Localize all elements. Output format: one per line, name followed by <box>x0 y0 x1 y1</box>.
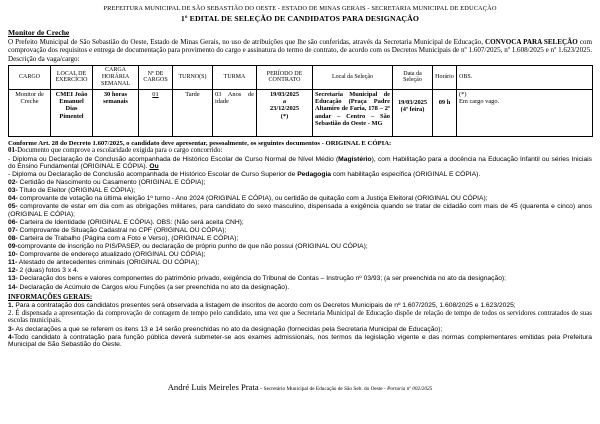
header-carga-horaria: CARGA HORÁRIA SEMANAL <box>93 66 139 90</box>
text-segment: Todo candidato à contratação para função pública deverá submeter-se aos exames admissionais, nos termos da legislação vigente e das normas complementares emitidas pela Prefeitura Municipal de São Sebastião do Oeste. <box>8 333 592 349</box>
text-segment: com habilitação específica (ORIGINAL E CÓPIA). <box>331 171 481 179</box>
text-segment: 4- <box>8 333 14 341</box>
general-info-item <box>8 326 592 334</box>
signature-separator: - <box>258 385 264 392</box>
text-segment: - Diploma ou Declaração de Conclusão acompanhada de Histórico Escolar de Curso Superior de <box>8 171 298 179</box>
text-segment: comprovante de inscrição no PIS/PASEP, ou declaração de próprio punho de que não possui (ORIGINAL OU CÓPIA); <box>17 243 368 251</box>
text-segment: 06- <box>8 219 18 227</box>
text-segment: Declaração de Acúmulo de Cargos e/ou Funções (a ser preenchida no ato da designação). <box>17 283 290 291</box>
header-turnos: TURNO(S) <box>173 66 213 90</box>
intro-text-bold: CONVOCA PARA SELEÇÃO <box>484 38 578 46</box>
intro-text-pre: O Prefeito Municipal de São Sebastião do Oeste, Estado de Minas Gerais, no uso de atribuições que lhe são conferidas, através da Secretaria Municipal de Educação, <box>8 38 485 46</box>
header-local-selecao: Local da Seleção <box>313 66 393 90</box>
signatory-portaria: Portaria nº 002/2025 <box>387 385 433 392</box>
signature-line <box>8 377 592 395</box>
data-selecao-weekday: (4ª feira) <box>400 106 425 114</box>
text-segment: Certidão de Nascimento ou Casamento (ORIGINAL E CÓPIA); <box>17 179 206 187</box>
document-item <box>8 203 592 218</box>
text-segment: 07- <box>8 227 18 235</box>
document-item <box>8 275 592 283</box>
document-item <box>8 179 592 187</box>
document-item <box>8 267 592 275</box>
document-item <box>8 235 592 243</box>
documents-heading: Conforme Art. 28 do Decreto 1.607/2025, o candidato deve apresentar, pessoalmente, os seguintes documentos - ORIGINAL E CÓPIA: <box>8 139 392 147</box>
text-segment: 05- <box>8 203 18 211</box>
text-segment: 02- <box>8 179 18 187</box>
text-segment: 09- <box>8 243 18 251</box>
general-info-item <box>8 302 592 310</box>
general-info-heading: INFORMAÇÕES GERAIS: <box>8 293 93 302</box>
header-n-cargos: Nº DE CARGOS <box>139 66 173 90</box>
signature-separator-2: - <box>382 385 388 392</box>
text-segment: Declaração dos bens e valores componentes do patrimônio privado, exigência do Tribunal de Contas – Instrução nº 03/93; (a ser preenchida no ato da designação); <box>17 275 507 283</box>
header-local-exercicio: LOCAL DE EXERCÍCIO <box>51 66 93 90</box>
cell-obs <box>457 89 593 136</box>
text-segment: 03- <box>8 187 18 195</box>
document-item <box>8 187 592 195</box>
text-segment: 12- <box>8 267 18 275</box>
document-item <box>8 227 592 235</box>
header-horario: Horário <box>433 66 457 90</box>
document-item <box>8 147 592 155</box>
text-segment: Magistério <box>338 155 372 163</box>
table-row <box>9 89 593 136</box>
obs-text: Em cargo vago. <box>459 98 500 106</box>
text-segment: Pedagogia <box>297 171 332 179</box>
general-info-item <box>8 310 592 326</box>
text-segment: 3- <box>8 325 14 333</box>
text-segment: Carteira de Trabalho (Página com a Foto e Verso), (ORIGINAL E CÓPIA); <box>17 235 239 243</box>
text-segment: 2. É dispensada a apresentação da comprovação de contagem de tempo pelo candidato, uma vez que a Secretaria Municipal de Educação dispõe de relação de tempo de todos os servidores contratados de suas escolas municipais. <box>8 309 592 325</box>
periodo-start: 19/03/2025 <box>269 90 300 98</box>
text-segment: Atestado de antecedentes criminais (ORIGINAL OU CÓPIA); <box>17 259 200 267</box>
text-segment: - Diploma ou Declaração de Conclusão acompanhada de Histórico Escolar de Curso Normal de Nível Médio ( <box>8 155 339 163</box>
document-item <box>8 243 592 251</box>
vacancy-table <box>8 65 593 137</box>
document-item <box>8 156 592 171</box>
header-obs: OBS. <box>457 66 593 90</box>
text-segment: 1. <box>8 301 14 309</box>
text-segment: 08- <box>8 235 18 243</box>
table-header-row <box>9 66 593 90</box>
horario-value: 09 h <box>438 98 451 106</box>
general-info-item <box>8 334 592 349</box>
text-segment: Para a contratação dos candidatos presentes será observada a listagem de inscritos de acordo com os Decretos Municipais de nº 1.607/2025, 1.608/2025 e 1.623/2025; <box>13 301 516 309</box>
text-segment: 10- <box>8 251 18 259</box>
text-segment: Comprovante de Situação Cadastral no CPF (ORIGINAL OU CÓPIA); <box>17 227 227 235</box>
text-segment: Carteira de Identidade (ORIGINAL E CÓPIA). OBS: (Não será aceita CNH); <box>17 219 244 227</box>
text-segment: comprovante de votação na última eleição 1º turno - Ano 2024 (ORIGINAL E CÓPIA), ou certidão de quitação com a Justiça Eleitoral (ORIGINAL OU CÓPIA); <box>17 195 488 203</box>
document-item <box>8 284 592 292</box>
document-item <box>8 195 592 203</box>
text-segment: Comprovante de endereço atualizado (ORIGINAL OU CÓPIA); <box>17 251 206 259</box>
text-segment: 13- <box>8 275 18 283</box>
text-segment: As declarações a que se referem os itens 13 e 14 serão preenchidas no ato da designação (fornecidas pela Secretaria Municipal de Educação); <box>13 325 443 333</box>
general-info-list <box>8 302 592 349</box>
cell-turma: 03 Anos de idade <box>213 89 257 136</box>
municipality-header: PREFEITURA MUNICIPAL DE SÃO SEBASTIÃO DO OESTE - ESTADO DE MINAS GERAIS - SECRETARIA MUNICIPAL DE EDUCAÇÃO <box>103 5 497 12</box>
cell-local-exercicio: CMEI João Emanuel Dias Pimentel <box>51 89 93 136</box>
document-item <box>8 219 592 227</box>
edital-title: 1º EDITAL DE SELEÇÃO DE CANDIDATOS PARA DESIGNAÇÃO <box>180 14 420 23</box>
document-item <box>8 259 592 267</box>
periodo-footnote-mark: (*) <box>280 112 289 120</box>
cell-local-selecao: Secretaria Municipal de Educação (Praça Padre Altamiro de Faria, 178 – 2º andar – Centro – São Sebastião do Oeste - MG <box>313 89 393 136</box>
header-turma: TURMA <box>213 66 257 90</box>
cell-horario <box>433 89 457 136</box>
text-segment: Ou <box>149 163 159 171</box>
header-periodo-contrato: PERÍODO DE CONTRATO <box>257 66 313 90</box>
text-segment: 2 (duas) fotos 3 x 4. <box>17 267 79 275</box>
text-segment: -Documento que comprove a escolaridade exigida para o cargo concorrido: <box>14 147 223 155</box>
cell-data-selecao <box>393 89 433 136</box>
data-selecao-date: 19/03/2025 <box>397 98 428 106</box>
cell-cargo: Monitor de Creche <box>9 89 51 136</box>
text-segment: Título de Eleitor (ORIGINAL E CÓPIA); <box>17 187 136 195</box>
periodo-connector: a <box>282 98 287 106</box>
signatory-name: André Luis Meireles Prata <box>167 381 259 392</box>
cell-periodo-contrato <box>257 89 313 136</box>
cell-carga-horaria: 30 horas semanais <box>93 89 139 136</box>
text-segment: ), com Habilitação para a docência na Educação Infantil ou séries Iniciais do Ensino Fundamental (ORIGINAL E CÓPIA). <box>8 155 592 171</box>
cell-turnos: Tarde <box>173 89 213 136</box>
text-segment: 01 <box>8 147 15 155</box>
obs-footnote-mark: (*) <box>459 90 467 98</box>
text-segment: 11- <box>8 259 18 267</box>
text-segment: 04- <box>8 195 18 203</box>
document-item <box>8 251 592 259</box>
cell-n-cargos: 01 <box>139 89 173 136</box>
header-cargo: CARGO <box>9 66 51 90</box>
documents-list <box>8 147 592 291</box>
intro-paragraph <box>8 38 592 63</box>
periodo-end: 23/12/2025 <box>269 105 300 113</box>
signatory-role: Secretário Municipal de Educação de São Seb. do Oeste <box>263 385 383 392</box>
text-segment: comprovante de estar em dia com as obrigações militares, para candidato do sexo masculino, dispensada a exigência quando se tratar de cidadão com mais de 45 (quarenta e cinco) anos (ORIGINAL E CÓPIA); <box>8 203 592 218</box>
section-title: Monitor de Creche <box>8 28 70 37</box>
document-item <box>8 171 592 179</box>
header-data-selecao: Data da Seleção <box>393 66 433 90</box>
intro-text-post: com comprovação dos requisitos e entrega de documentação para provimento do cargo e assinatura do termo de contrato, de acordo com os Decretos Municipais de nº 1.607/2025, nº 1.608/2025 e nº 1.623/2025. Descrição da vaga/cargo: <box>8 38 592 63</box>
text-segment: 14- <box>8 283 18 291</box>
